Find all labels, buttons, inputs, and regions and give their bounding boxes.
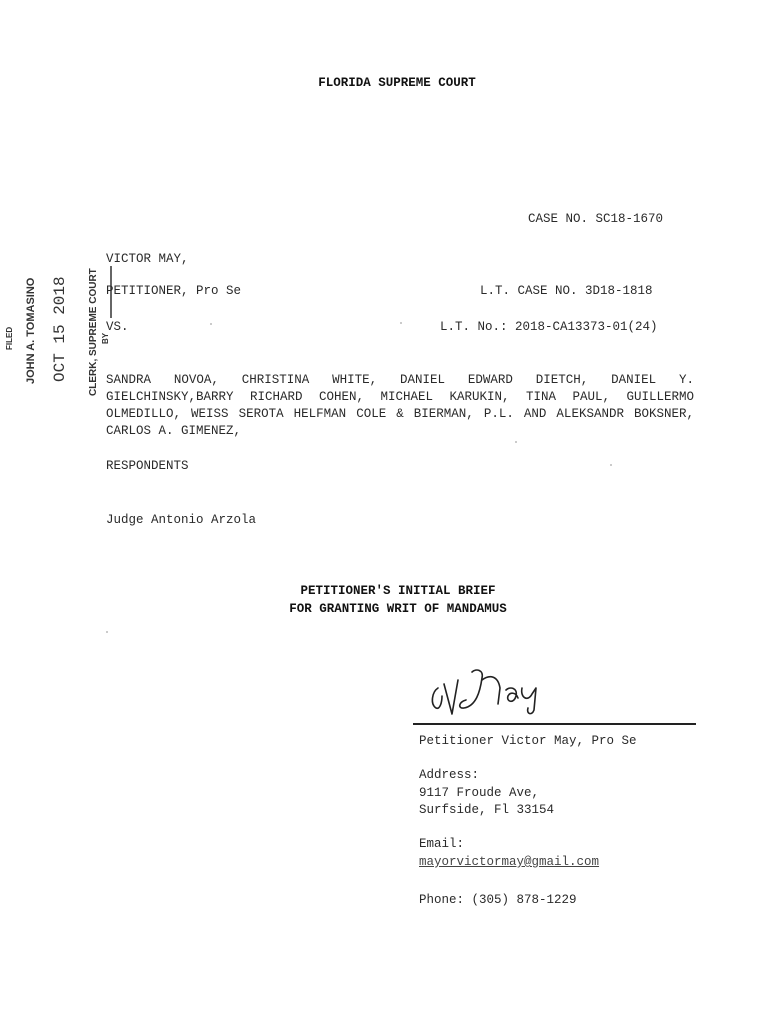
stamp-filed-text: FILED bbox=[5, 326, 14, 350]
scan-speck bbox=[210, 323, 212, 325]
signature-line bbox=[413, 723, 696, 725]
stamp-by: BY bbox=[101, 332, 110, 344]
petitioner-role: PETITIONER, Pro Se bbox=[106, 284, 242, 298]
brief-title-line-2: FOR GRANTING WRIT OF MANDAMUS bbox=[289, 602, 507, 616]
scan-speck bbox=[610, 464, 612, 466]
case-number: CASE NO. SC18-1670 bbox=[528, 212, 664, 226]
stamp-date: OCT 15 2018 bbox=[51, 276, 69, 382]
email-label: Email: bbox=[419, 837, 465, 851]
court-title: FLORIDA SUPREME COURT bbox=[318, 76, 476, 90]
email-address: mayorvictormay@gmail.com bbox=[419, 855, 600, 869]
judge-name: Judge Antonio Arzola bbox=[106, 513, 257, 527]
scan-speck bbox=[400, 322, 402, 324]
stamp-clerk-name: JOHN A. TOMASINO bbox=[25, 277, 37, 384]
petitioner-name: VICTOR MAY, bbox=[106, 252, 189, 266]
signer-name: Petitioner Victor May, Pro Se bbox=[419, 734, 637, 748]
stamp-clerk-office: CLERK, SUPREME COURT bbox=[88, 268, 99, 396]
lower-tribunal-case-number: L.T. CASE NO. 3D18-1818 bbox=[480, 284, 653, 298]
respondents-label: RESPONDENTS bbox=[106, 459, 189, 473]
handwritten-signature bbox=[424, 658, 574, 718]
respondents-list: SANDRA NOVOA, CHRISTINA WHITE, DANIEL EDWARD DIETCH, DANIEL Y. GIELCHINSKY,BARRY RICHARD COHEN, MICHAEL KARUKIN, TINA PAUL, GUILLERMO OLMEDILLO, WEISS SEROTA HELFMAN COLE & BIERMAN, P.L. AND ALEKSANDR BOKSNER, CARLOS A. GIMENEZ, bbox=[106, 373, 694, 438]
address-line-1: 9117 Froude Ave, bbox=[419, 786, 540, 800]
brief-title-line-1: PETITIONER'S INITIAL BRIEF bbox=[300, 584, 496, 598]
address-label: Address: bbox=[419, 768, 480, 782]
versus-label: VS. bbox=[106, 320, 129, 334]
lower-tribunal-number: L.T. No.: 2018-CA13373-01(24) bbox=[440, 320, 658, 334]
clerk-filed-stamp bbox=[0, 258, 115, 408]
scan-speck bbox=[106, 631, 108, 633]
address-line-2: Surfside, Fl 33154 bbox=[419, 803, 555, 817]
phone-number: Phone: (305) 878-1229 bbox=[419, 893, 577, 907]
scan-speck bbox=[515, 441, 517, 443]
